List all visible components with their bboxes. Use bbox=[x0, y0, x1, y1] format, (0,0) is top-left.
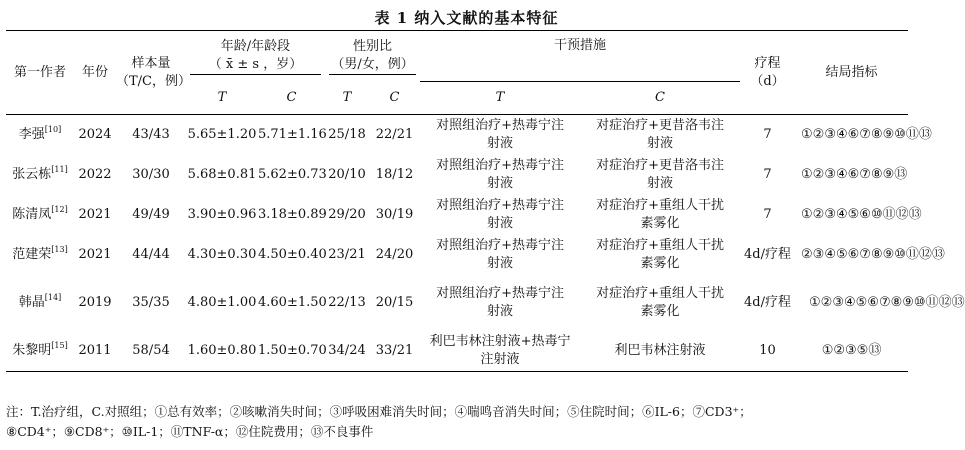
header-sample: 样本量 （T/C，例） bbox=[116, 55, 191, 89]
header-course: 疗程 （d） bbox=[750, 55, 785, 89]
table-row: 范建荣[13] 2021 44/44 4.30±0.30 4.50±0.40 23/21 24/20 对照组治疗+热毒宁注射液 对症治疗+重组人干扰素雾化 4d/疗程 ②③④⑤⑥⑦⑧⑨⑩⑪⑫⑬ bbox=[12, 238, 945, 271]
table-row: 朱黎明[15] 2011 58/54 1.60±0.80 1.50±0.70 34/24 33/21 利巴韦林注射液+热毒宁注射液 利巴韦林注射液 10 ①②③⑤⑬ bbox=[6, 331, 908, 372]
table-row: 韩晶[14] 2019 35/35 4.80±1.00 4.60±1.50 22/13 20/15 对照组治疗+热毒宁注射液 对症治疗+重组人干扰素雾化 4d/疗程 ①②③④⑤⑥⑦⑧⑨⑩⑪⑫⑬ bbox=[18, 286, 965, 319]
header-int-c: C bbox=[580, 82, 740, 115]
header-age: 年龄/年龄段 （ x̄ ± s ，岁） bbox=[186, 31, 325, 82]
characteristics-table bbox=[6, 30, 965, 372]
header-author: 第一作者 bbox=[13, 64, 66, 80]
table-row: 陈清凤[12] 2021 49/49 3.90±0.96 3.18±0.89 29/20 30/19 对照组治疗+热毒宁注射液 对症治疗+重组人干扰素雾化 7 ①②③④⑤⑥⑩⑪⑫⑬ bbox=[12, 198, 922, 231]
header-sex-t: T bbox=[342, 89, 352, 105]
header-year: 年份 bbox=[81, 64, 108, 80]
note-line-1: 注：T.治疗组，C.对照组；①总有效率；②咳嗽消失时间；③呼吸困难消失时间；④喘鸣音消失时间；⑤住院时间；⑥IL-6；⑦CD3⁺； bbox=[6, 404, 752, 419]
note-line-2: ⑧CD4⁺；⑨CD8⁺；⑩IL-1；⑪TNF-α；⑫住院费用；⑬不良事件 bbox=[6, 424, 374, 439]
header-outcome: 结局指标 bbox=[825, 64, 878, 80]
header-age-t: T bbox=[217, 89, 227, 105]
header-intervention: 干预措施 bbox=[554, 38, 607, 53]
header-sex: 性别比 （男/女，例） bbox=[325, 31, 420, 82]
table-caption: 表 1 纳入文献的基本特征 bbox=[374, 9, 559, 27]
table-row: 李强[10] 2024 43/43 5.65±1.20 5.71±1.16 25/18 22/21 对照组治疗+热毒宁注射液 对症治疗+更昔洛韦注射液 7 ①②③④⑥⑦⑧⑨⑩⑪⑬ bbox=[6, 115, 908, 156]
table-note bbox=[6, 402, 924, 442]
header-sex-c: C bbox=[389, 89, 400, 105]
header-row-1 bbox=[6, 31, 908, 82]
table-row: 张云栋[11] 2022 30/30 5.68±0.81 5.62±0.73 20/10 18/12 对照组治疗+热毒宁注射液 对症治疗+更昔洛韦注射液 7 ①②③④⑥⑦⑧⑨⑬ bbox=[12, 158, 908, 191]
header-int-t: T bbox=[420, 82, 580, 115]
header-age-c: C bbox=[286, 89, 297, 105]
